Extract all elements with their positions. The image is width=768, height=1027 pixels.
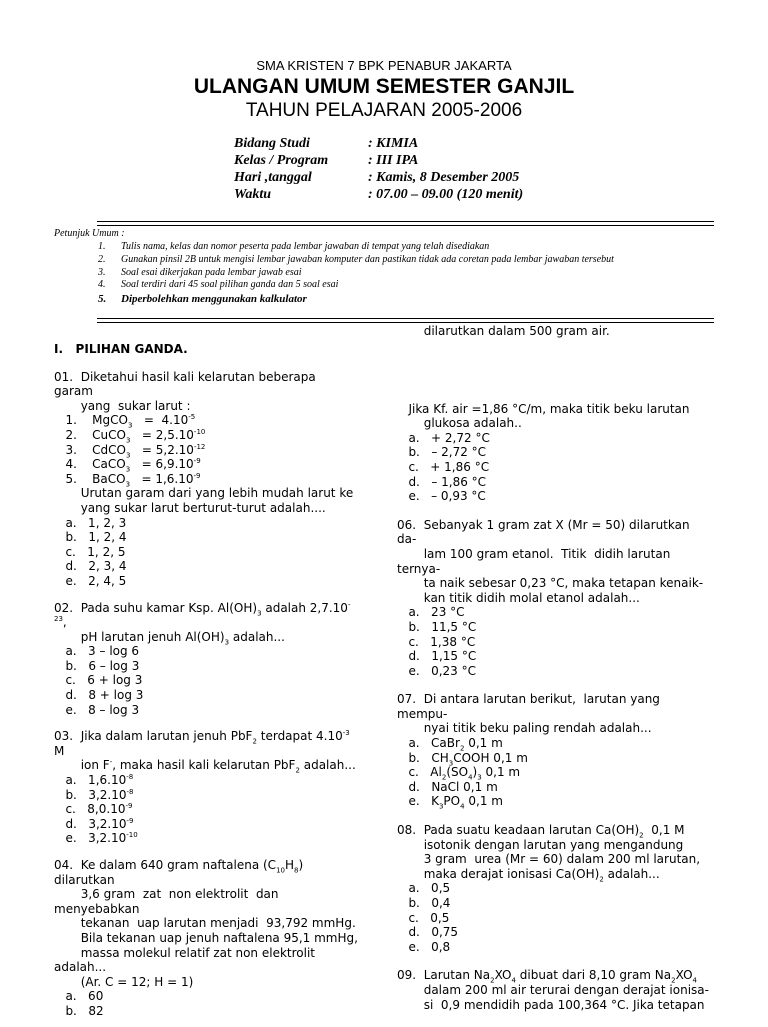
answer-option: d. 1,15 °C bbox=[397, 649, 477, 664]
answer-option: c. 0,5 bbox=[397, 910, 450, 925]
question-text: maka derajat ionisasi $Ca(OH)_2$ adalah... bbox=[397, 866, 660, 884]
answer-option: b. – 2,72 °C bbox=[397, 445, 487, 460]
question-text: dalam 200 ml air terurai dengan derajat ionisa- bbox=[397, 982, 709, 997]
answer-option: b. 0,4 bbox=[397, 896, 451, 910]
question-07 bbox=[397, 692, 737, 809]
answer-option: d. 0,75 bbox=[397, 925, 459, 940]
question-05 bbox=[397, 324, 737, 504]
divider-bottom-2 bbox=[97, 322, 714, 323]
question-08 bbox=[397, 823, 737, 954]
answer-option: e. $3,2.10^{-10}$ bbox=[54, 831, 138, 846]
info-label-time: Waktu bbox=[234, 187, 272, 202]
answer-option: c. 6 + log 3 bbox=[54, 673, 143, 688]
question-text: 06. Sebanyak 1 gram zat X (Mr = 50) dilarutkan bbox=[397, 517, 690, 532]
answer-option: c. 1, 2, 5 bbox=[54, 544, 126, 559]
answer-option: b. 6 – log 3 bbox=[54, 658, 140, 673]
answer-option: d. NaCl 0,1 m bbox=[397, 779, 498, 794]
instruction-text: Gunakan pinsil 2B untuk mengisi lembar jawaban komputer dan pastikan tidak ada coretan pada lembar jawaban tersebut bbox=[121, 254, 614, 265]
info-label-date: Hari ,tanggal bbox=[234, 170, 312, 185]
info-label-class: Kelas / Program bbox=[234, 153, 329, 168]
question-text: da- bbox=[397, 532, 417, 547]
question-text: 08. Pada suatu keadaan larutan $Ca(OH)_2$ 0,1 M bbox=[397, 823, 685, 840]
list-item: 5. BaCO$_3$ = $1,6.10^{-9}$ bbox=[54, 471, 201, 489]
instruction-num: 1. bbox=[98, 241, 106, 252]
question-text: ternya- bbox=[397, 561, 441, 576]
question-text: 04. Ke dalam 640 gram naftalena $(C_{10}H_8)$ bbox=[54, 858, 304, 875]
answer-option: d. 2, 3, 4 bbox=[54, 559, 127, 574]
answer-option: a. 3 – log 6 bbox=[54, 644, 140, 659]
question-text: menyebabkan bbox=[54, 901, 140, 916]
answer-option: a. $1,6.10^{-8}$ bbox=[54, 773, 134, 788]
answer-option: b. 11,5 °C bbox=[397, 619, 477, 634]
answer-option: e. $K_3PO_4$ 0,1 m bbox=[397, 794, 503, 811]
list-item: 4. CaCO$_3$ = $6,9.10^{-9}$ bbox=[54, 457, 201, 474]
instruction-num: 2. bbox=[98, 254, 106, 265]
instruction-text: Diperbolehkan menggunakan kalkulator bbox=[121, 293, 307, 305]
question-03 bbox=[54, 729, 394, 846]
answer-option: e. 2, 4, 5 bbox=[54, 573, 127, 588]
question-text: tekanan uap larutan menjadi 93,792 mmHg. bbox=[54, 916, 356, 931]
instruction-text: Soal esai dikerjakan pada lembar jawab esai bbox=[121, 267, 302, 278]
right-column bbox=[397, 324, 737, 1020]
instruction-num: 5. bbox=[98, 293, 107, 305]
instruction-text: Soal terdiri dari 45 soal pilihan ganda dan 5 soal esai bbox=[121, 279, 339, 290]
answer-option: a. 60 bbox=[54, 989, 104, 1004]
question-02 bbox=[54, 601, 394, 718]
answer-option: b. 1, 2, 4 bbox=[54, 530, 127, 545]
question-text: 07. Di antara larutan berikut, larutan yang bbox=[397, 692, 660, 707]
question-text: 01. Diketahui hasil kali kelarutan beberapa bbox=[54, 369, 316, 384]
answer-option: b. $CH_3COOH$ 0,1 m bbox=[397, 750, 528, 768]
question-04 bbox=[54, 858, 394, 1019]
info-value-subject: : KIMIA bbox=[368, 136, 419, 151]
question-text: 3,6 gram zat non elektrolit dan bbox=[54, 887, 279, 902]
question-text: Urutan garam dari yang lebih mudah larut ke bbox=[54, 486, 354, 501]
question-text: dilarutkan dalam 500 gram air. bbox=[397, 324, 610, 338]
question-text: lam 100 gram etanol. Titik didih larutan bbox=[397, 546, 671, 561]
question-text: glukosa adalah.. bbox=[397, 416, 522, 431]
info-value-date: : Kamis, 8 Desember 2005 bbox=[368, 170, 520, 185]
question-text: 09. Larutan $Na_2XO_4$ dibuat dari 8,10 gram $Na_2XO_4$ bbox=[397, 968, 697, 985]
answer-option: d. $3,2.10^{-9}$ bbox=[54, 816, 134, 831]
question-text: (Ar. C = 12; H = 1) bbox=[54, 974, 194, 989]
list-item: 1. MgCO$_3$ = $4.10^{-5}$ bbox=[54, 413, 196, 430]
question-text: adalah... bbox=[54, 960, 107, 975]
question-text: mempu- bbox=[397, 706, 448, 721]
question-text: isotonik dengan larutan yang mengandung bbox=[397, 837, 684, 852]
divider-bottom-1 bbox=[97, 318, 714, 319]
question-06 bbox=[397, 518, 737, 679]
question-text: pH larutan jenuh $Al(OH)_3$ adalah... bbox=[54, 629, 285, 647]
answer-option: c. $8,0.10^{-9}$ bbox=[54, 802, 133, 817]
question-text: M bbox=[54, 743, 65, 758]
instruction-num: 3. bbox=[98, 267, 106, 278]
instruction-num: 4. bbox=[98, 279, 106, 290]
info-value-time: : 07.00 – 09.00 (120 menit) bbox=[368, 187, 524, 202]
divider-top-2 bbox=[97, 225, 714, 226]
question-text: si 0,9 mendidih pada 100,364 °C. Jika tetapan bbox=[397, 997, 705, 1012]
instructions-title: Petunjuk Umum : bbox=[54, 228, 125, 239]
list-item: 3. CdCO$_3$ = $5,2.10^{-12}$ bbox=[54, 442, 206, 459]
list-item: 2. CuCO$_3$ = $2,5.10^{-10}$ bbox=[54, 427, 206, 445]
divider-top-1 bbox=[97, 221, 714, 222]
question-text: garam bbox=[54, 384, 93, 399]
answer-option: e. 0,23 °C bbox=[397, 663, 476, 678]
answer-option: e. 0,8 bbox=[397, 939, 451, 954]
answer-option: d. 8 + log 3 bbox=[54, 688, 144, 703]
section-title: I. PILIHAN GANDA. bbox=[54, 342, 188, 356]
question-text: kan titik didih molal etanol adalah... bbox=[397, 590, 640, 605]
left-column bbox=[54, 342, 394, 1027]
answer-option: c. $Al_2(SO_4)_3$ 0,1 m bbox=[397, 765, 521, 782]
answer-option: a. 0,5 bbox=[397, 881, 451, 896]
answer-option: a. + 2,72 °C bbox=[397, 430, 490, 445]
question-09 bbox=[397, 968, 737, 1012]
question-text: 03. Jika dalam larutan jenuh PbF$_2$ terdapat $4.10^{-3}$ bbox=[54, 729, 350, 746]
instruction-text: Tulis nama, kelas dan nomor peserta pada lembar jawaban di tempat yang telah disediakan bbox=[121, 241, 490, 252]
answer-option: b. 82 bbox=[54, 1003, 104, 1018]
answer-option: a. 23 °C bbox=[397, 605, 465, 620]
question-text: nyai titik beku paling rendah adalah... bbox=[397, 721, 652, 736]
question-text: yang sukar larut berturut-turut adalah.... bbox=[54, 500, 326, 515]
question-01 bbox=[54, 370, 394, 589]
info-value-class: : III IPA bbox=[368, 153, 419, 168]
answer-option: b. $3,2.10^{-8}$ bbox=[54, 787, 134, 802]
info-label-subject: Bidang Studi bbox=[234, 136, 310, 151]
question-text: ta naik sebesar 0,23 °C, maka tetapan kenaik- bbox=[397, 576, 704, 591]
question-text: $^{23}$, bbox=[54, 615, 67, 630]
question-text: 02. Pada suhu kamar Ksp. $Al(OH)_3$ adalah 2,7.10- bbox=[54, 600, 351, 617]
question-text: massa molekul relatif zat non elektrolit bbox=[54, 945, 315, 960]
question-text: Bila tekanan uap jenuh naftalena 95,1 mmHg, bbox=[54, 930, 358, 945]
question-text: ion F-, maka hasil kali kelarutan PbF$_2$ adalah... bbox=[54, 758, 356, 775]
answer-option: a. CaBr$_2$ 0,1 m bbox=[397, 736, 503, 753]
answer-option: c. + 1,86 °C bbox=[397, 459, 490, 474]
question-text: yang sukar larut : bbox=[54, 398, 191, 413]
answer-option: e. 8 – log 3 bbox=[54, 702, 140, 717]
exam-subtitle: TAHUN PELAJARAN 2005-2006 bbox=[245, 100, 523, 121]
school-name: SMA KRISTEN 7 BPK PENABUR JAKARTA bbox=[256, 58, 512, 73]
exam-title: ULANGAN UMUM SEMESTER GANJIL bbox=[193, 75, 575, 98]
answer-option: a. 1, 2, 3 bbox=[54, 515, 127, 530]
answer-option: c. 1,38 °C bbox=[397, 634, 476, 649]
answer-option: e. – 0,93 °C bbox=[397, 489, 486, 504]
answer-option: d. – 1,86 °C bbox=[397, 474, 487, 489]
question-text: dilarutkan bbox=[54, 872, 115, 887]
question-text: Jika Kf. air =1,86 °C/m, maka titik beku larutan bbox=[397, 401, 690, 416]
question-text: 3 gram urea (Mr = 60) dalam 200 ml larutan, bbox=[397, 852, 701, 867]
